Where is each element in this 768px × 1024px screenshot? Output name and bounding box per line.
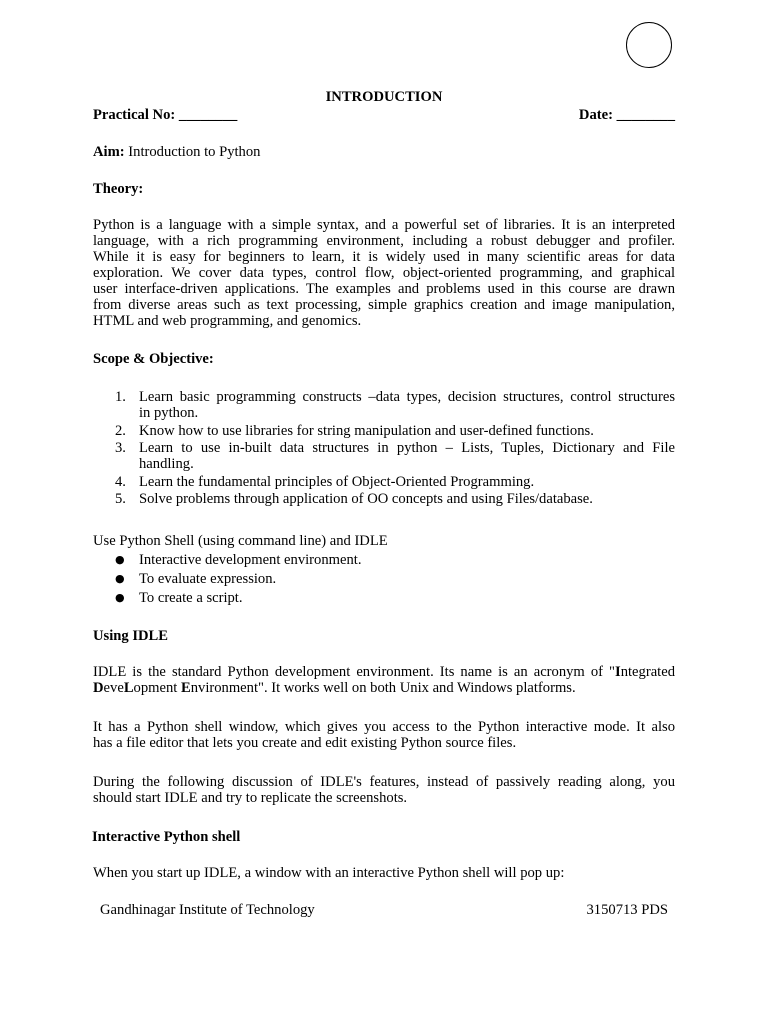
idle-text: opment [133, 680, 181, 696]
idle-line: should start IDLE and try to replicate the screenshots. [93, 790, 408, 806]
idle-line: During the following discussion of IDLE's features, instead of passively reading along, you [93, 774, 675, 790]
aim-text: Introduction to Python [128, 144, 261, 160]
idle-line [93, 680, 675, 696]
theory-paragraph [93, 217, 675, 329]
practical-number-line [93, 107, 237, 123]
idle-text: eve [103, 680, 124, 696]
date-blank: ________ [616, 107, 675, 123]
footer-institute: Gandhinagar Institute of Technology [100, 902, 315, 918]
theory-line: language, with a rich programming environment, including a robust debugger and profiler. [93, 233, 675, 249]
acronym-letter: L [123, 680, 134, 696]
idle-line: It has a Python shell window, which gives you access to the Python interactive mode. It also [93, 719, 675, 735]
aim-label: Aim: [93, 144, 125, 160]
idle-text: nvironment". It works well on both Unix and Windows platforms. [190, 680, 576, 696]
bullet-icon: ● [115, 553, 125, 566]
list-text: Solve problems through application of OO concepts and using Files/database. [139, 491, 593, 507]
list-number: 1. [115, 389, 126, 405]
list-text: handling. [139, 456, 194, 472]
date-line [579, 107, 675, 123]
idle-line [93, 664, 675, 680]
interactive-shell-heading: Interactive Python shell [92, 829, 241, 845]
list-number: 3. [115, 440, 126, 456]
page-title: INTRODUCTION [325, 89, 443, 105]
idle-paragraph-3 [93, 774, 675, 806]
acronym-letter: I [615, 664, 621, 680]
list-text: Learn to use in-built data structures in python – Lists, Tuples, Dictionary and File [139, 440, 675, 456]
acronym-letter: E [180, 680, 191, 696]
theory-line: user interface-driven applications. The examples and problems used in this course are drawn [93, 281, 675, 297]
scope-heading: Scope & Objective: [93, 351, 214, 367]
acronym-letter: D [93, 680, 104, 696]
list-number: 5. [115, 491, 126, 507]
using-idle-heading: Using IDLE [93, 628, 169, 644]
bullet-icon: ● [115, 591, 125, 604]
list-text: Learn basic programming constructs –data types, decision structures, control structures [139, 389, 675, 405]
list-text: To create a script. [139, 590, 243, 606]
idle-text: ntegrated [620, 664, 675, 680]
page-number-circle [626, 22, 672, 68]
list-number: 2. [115, 423, 126, 439]
idle-paragraph-1 [93, 664, 675, 696]
shell-intro: Use Python Shell (using command line) and IDLE [93, 533, 388, 549]
list-number: 4. [115, 474, 126, 490]
idle-line: has a file editor that lets you create and edit existing Python source files. [93, 735, 517, 751]
list-text: Interactive development environment. [139, 552, 362, 568]
theory-line: HTML and web programming, and genomics. [93, 313, 362, 329]
idle-text: IDLE is the standard Python development environment. Its name is an acronym of " [93, 664, 616, 680]
practical-label: Practical No: [93, 107, 176, 123]
list-text: in python. [139, 405, 199, 421]
practical-blank: ________ [178, 107, 238, 123]
bullet-icon: ● [115, 572, 125, 585]
aim-line [93, 144, 260, 160]
list-text: To evaluate expression. [139, 571, 277, 587]
idle-paragraph-2 [93, 719, 675, 751]
footer-course-code: 3150713 PDS [586, 902, 668, 918]
interactive-shell-text: When you start up IDLE, a window with an interactive Python shell will pop up: [93, 865, 565, 881]
date-label: Date: [578, 107, 613, 123]
theory-line: exploration. We cover data types, control flow, object-oriented programming, and graphical [93, 265, 675, 281]
list-text: Know how to use libraries for string manipulation and user-defined functions. [139, 423, 594, 439]
theory-line: While it is easy for beginners to learn, it is widely used in many scientific areas for data [93, 249, 675, 265]
list-text: Learn the fundamental principles of Object-Oriented Programming. [139, 474, 535, 490]
theory-heading: Theory: [93, 181, 144, 197]
theory-line: Python is a language with a simple syntax, and a powerful set of libraries. It is an interpreted [93, 217, 675, 233]
theory-line: from diverse areas such as text processing, simple graphics creation and image manipulation, [93, 297, 675, 313]
